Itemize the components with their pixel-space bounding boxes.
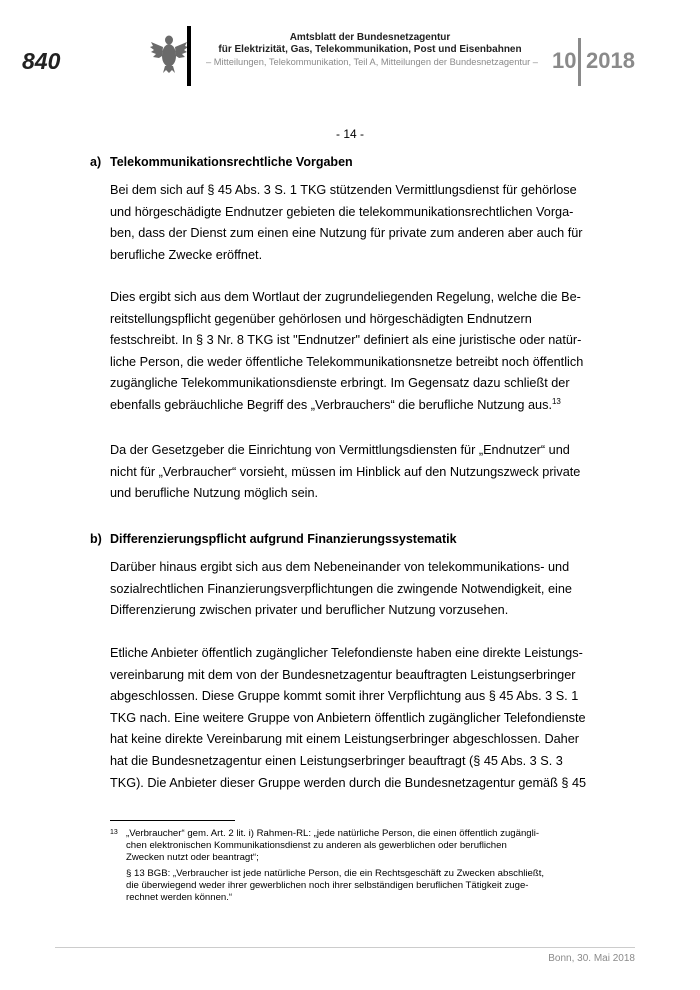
page-number: 840 <box>22 48 61 74</box>
text-line: hat die Bundesnetzagentur einen Leistungserbringer beauftragt (§ 45 Abs. 3 S. 3 <box>110 753 563 768</box>
section-label: b) <box>90 532 102 546</box>
footnote-line: „Verbraucher“ gem. Art. 2 lit. i) Rahmen-RL: „jede natürliche Person, die einen öffentlich zugängli- <box>126 828 540 839</box>
footnote-line: chen elektronischen Kommunikationsdienst zu anderen als gewerblichen oder beruflichen <box>126 840 507 852</box>
section-title: Telekommunikationsrechtliche Vorgaben <box>110 155 353 169</box>
footnote-separator <box>110 820 235 821</box>
text-line: liche Person, die weder öffentliche Telekommunikationsnetze betreibt noch öffentlich <box>110 354 584 369</box>
text-line: sozialrechtlichen Finanzierungsverpflichtungen die zwingende Notwendigkeit, eine <box>110 581 572 596</box>
section-line: – Mitteilungen, Telekommunikation, Teil A, Mitteilungen der Bundesnetzagentur – <box>206 57 538 67</box>
text-line: TKG nach. Eine weitere Gruppe von Anbietern öffentlich zugänglicher Telefondienste <box>110 710 586 725</box>
page-marker: - 14 - <box>335 127 364 141</box>
paragraph <box>110 557 590 622</box>
text-line: Etliche Anbieter öffentlich zugänglicher Telefondienste haben eine direkte Leistungs- <box>110 646 583 660</box>
footnote-number: 13 <box>110 829 118 836</box>
paragraph <box>110 643 590 794</box>
footnote-line: § 13 BGB: „Verbraucher ist jede natürliche Person, die ein Rechtsgeschäft zu Zwecken abschließt, <box>126 868 545 879</box>
paragraph <box>110 440 590 505</box>
federal-eagle-icon <box>150 32 188 74</box>
text-line: ben, dass der Dienst zum einen eine Nutzung für private zum anderen aber auch für <box>110 226 583 241</box>
text-line: und berufliche Nutzung möglich sein. <box>110 486 319 501</box>
text-line: zugängliche Telekommunikationsdienste erbringt. Im Gegensatz dazu schließt der <box>110 376 570 391</box>
text-line: berufliche Zwecke eröffnet. <box>110 247 263 262</box>
text-line: abgeschlossen. Diese Gruppe kommt somit ihrer Verpflichtung aus § 45 Abs. 3 S. 1 <box>110 689 579 704</box>
text-line: festschreibt. In § 3 Nr. 8 TKG ist "Endnutzer" definiert als eine juristische oder natür- <box>110 333 582 348</box>
text-line: vereinbarung mit dem von der Bundesnetzagentur beauftragten Leistungserbringer <box>110 667 576 682</box>
section-title: Differenzierungspflicht aufgrund Finanzierungssystematik <box>110 532 457 546</box>
text-line: nicht für „Verbraucher“ vorsieht, müssen im Hinblick auf den Nutzungszweck private <box>110 464 581 479</box>
footnote-line: die überwiegend weder ihrer gewerblichen noch ihrer selbständigen beruflichen Tätigkeit zuge- <box>126 880 529 892</box>
text-line: Darüber hinaus ergibt sich aus dem Nebeneinander von telekommunikations- und <box>110 560 570 574</box>
footnote-ref[interactable]: 13 <box>551 396 561 406</box>
publication-title: Amtsblatt der Bundesnetzagentur <box>289 32 451 43</box>
publication-subtitle: für Elektrizität, Gas, Telekommunikation, Post und Eisenbahnen <box>218 44 522 55</box>
text-line: reitstellungspflicht gegenüber gehörlosen und hörgeschädigten Endnutzern <box>110 311 532 326</box>
text-line: Da der Gesetzgeber die Einrichtung von Vermittlungsdiensten für „Endnutzer“ und <box>110 443 570 457</box>
section-label: a) <box>90 155 102 169</box>
footnote-line: Zwecken nutzt oder beantragt“; <box>126 852 259 864</box>
issue-divider-bar <box>578 38 581 86</box>
paragraph <box>110 287 590 417</box>
footer-rule <box>55 947 635 948</box>
header-divider-bar <box>187 26 191 86</box>
text-line: Differenzierung zwischen privater und beruflicher Nutzung vorzusehen. <box>110 603 509 618</box>
text-line: Bei dem sich auf § 45 Abs. 3 S. 1 TKG stützenden Vermittlungsdienst für gehörlose <box>110 183 577 197</box>
text-line <box>110 395 590 417</box>
footnote-line: rechnet werden können.“ <box>126 892 233 904</box>
text-line: hat keine direkte Vereinbarung mit einem Leistungserbringer abgeschlossen. Daher <box>110 732 580 747</box>
footnote-continuation <box>110 868 610 905</box>
text-line: Dies ergibt sich aus dem Wortlaut der zugrundeliegenden Regelung, welche die Be- <box>110 290 581 304</box>
text-line-content: ebenfalls gebräuchliche Begriff des „Verbrauchers“ die berufliche Nutzung aus. <box>110 397 552 412</box>
footnote <box>110 828 610 865</box>
text-line: TKG). Die Anbieter dieser Gruppe werden durch die Bundesnetzagentur gemäß § 45 <box>110 775 587 790</box>
text-line: und hörgeschädigte Endnutzer gebieten die telekommunikationsrechtlichen Vorga- <box>110 204 574 219</box>
footer-place-date: Bonn, 30. Mai 2018 <box>548 953 635 964</box>
issue-year: 2018 <box>586 48 635 73</box>
issue-number: 10 <box>552 48 577 73</box>
paragraph <box>110 180 590 266</box>
